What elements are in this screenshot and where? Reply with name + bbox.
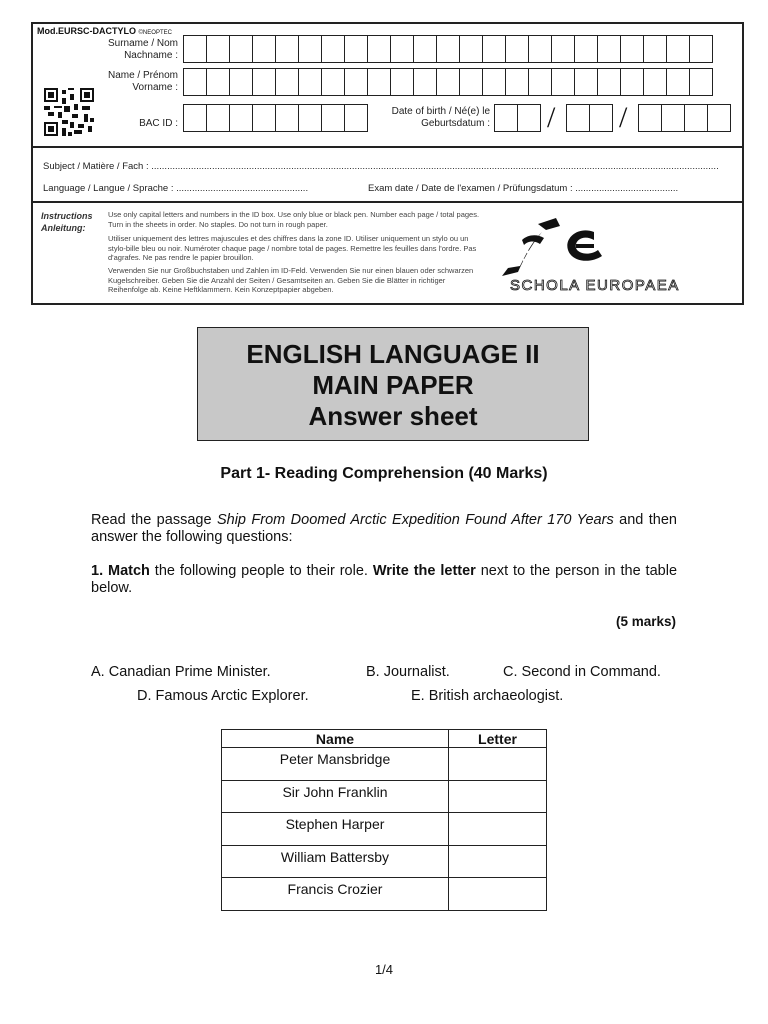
title-line-2: MAIN PAPER	[312, 370, 474, 400]
character-box[interactable]	[367, 68, 391, 96]
person-name: Francis Crozier	[222, 878, 449, 911]
divider	[31, 146, 744, 148]
character-box[interactable]	[638, 104, 662, 132]
character-box[interactable]	[689, 68, 713, 96]
dob-month-boxes[interactable]	[566, 104, 612, 132]
letter-answer-cell[interactable]	[449, 780, 547, 813]
table-row	[222, 845, 547, 878]
character-box[interactable]	[183, 35, 207, 63]
character-box[interactable]	[390, 68, 414, 96]
option-d: D. Famous Arctic Explorer.	[137, 688, 309, 704]
person-name: Sir John Franklin	[222, 780, 449, 813]
table-row	[222, 748, 547, 781]
character-box[interactable]	[643, 68, 667, 96]
character-box[interactable]	[252, 104, 276, 132]
character-box[interactable]	[206, 35, 230, 63]
letter-answer-cell[interactable]	[449, 845, 547, 878]
marks-label: (5 marks)	[615, 614, 676, 629]
character-box[interactable]	[528, 68, 552, 96]
character-box[interactable]	[275, 104, 299, 132]
option-e: E. British archaeologist.	[411, 688, 564, 704]
character-box[interactable]	[517, 104, 541, 132]
letter-answer-cell[interactable]	[449, 878, 547, 911]
character-box[interactable]	[505, 68, 529, 96]
bac-id-boxes[interactable]	[183, 104, 367, 132]
character-box[interactable]	[183, 104, 207, 132]
character-box[interactable]	[459, 35, 483, 63]
character-box[interactable]	[206, 68, 230, 96]
character-box[interactable]	[183, 68, 207, 96]
column-header-letter: Letter	[449, 730, 547, 748]
character-box[interactable]	[298, 68, 322, 96]
table-row	[222, 813, 547, 846]
form-model-code: Mod.EURSC-DACTYLO ©NEOPTEC	[37, 26, 172, 36]
character-box[interactable]	[252, 35, 276, 63]
character-box[interactable]	[528, 35, 552, 63]
character-box[interactable]	[482, 68, 506, 96]
page-number: 1/4	[374, 962, 394, 977]
character-box[interactable]	[574, 68, 598, 96]
character-box[interactable]	[707, 104, 731, 132]
date-separator: /	[547, 101, 556, 134]
title-line-1: ENGLISH LANGUAGE II	[246, 339, 540, 369]
column-header-name: Name	[222, 730, 449, 748]
character-box[interactable]	[551, 68, 575, 96]
letter-answer-cell[interactable]	[449, 813, 547, 846]
character-box[interactable]	[298, 35, 322, 63]
character-box[interactable]	[229, 104, 253, 132]
character-box[interactable]	[229, 68, 253, 96]
question-1: 1. Match the following people to their role. Write the letter next to the person in the table below.	[91, 563, 678, 596]
firstname-label: Name / Prénom Vorname :	[107, 70, 178, 93]
character-box[interactable]	[566, 104, 590, 132]
divider	[31, 201, 744, 203]
character-box[interactable]	[597, 35, 621, 63]
firstname-boxes[interactable]	[183, 68, 712, 96]
person-name: William Battersby	[222, 845, 449, 878]
character-box[interactable]	[661, 104, 685, 132]
character-box[interactable]	[344, 35, 368, 63]
character-box[interactable]	[643, 35, 667, 63]
bac-id-label: BAC ID :	[139, 118, 178, 129]
surname-boxes[interactable]	[183, 35, 712, 63]
logo-text: SCHOLA EUROPAEA	[510, 277, 680, 294]
character-box[interactable]	[344, 68, 368, 96]
character-box[interactable]	[494, 104, 518, 132]
instructions-heading: Instructions Anleitung:	[41, 211, 93, 233]
schola-europaea-logo	[498, 214, 724, 296]
character-box[interactable]	[298, 104, 322, 132]
character-box[interactable]	[413, 68, 437, 96]
character-box[interactable]	[482, 35, 506, 63]
character-box[interactable]	[589, 104, 613, 132]
character-box[interactable]	[505, 35, 529, 63]
character-box[interactable]	[597, 68, 621, 96]
character-box[interactable]	[367, 35, 391, 63]
matching-table	[221, 729, 547, 911]
character-box[interactable]	[229, 35, 253, 63]
instructions-de: Verwenden Sie nur Großbuchstaben und Zahlen im ID-Feld. Verwenden Sie nur einen blauen oder schwarzen Kugelschreiber. Geben Sie die Anzahl der Seiten / Gesamtseiten an. Geben Sie die Blätter in richtiger Reihenfolge ab. Keine Heftklammern. Kein Konzeptpapier abgeben.	[108, 266, 474, 294]
letter-answer-cell[interactable]	[449, 748, 547, 781]
character-box[interactable]	[321, 35, 345, 63]
person-name: Stephen Harper	[222, 813, 449, 846]
character-box[interactable]	[390, 35, 414, 63]
character-box[interactable]	[684, 104, 708, 132]
character-box[interactable]	[620, 68, 644, 96]
paper-title-box	[197, 327, 589, 441]
character-box[interactable]	[321, 104, 345, 132]
character-box[interactable]	[344, 104, 368, 132]
dob-label: Date of birth / Né(e) le Geburtsdatum :	[391, 106, 490, 129]
person-name: Peter Mansbridge	[222, 748, 449, 781]
character-box[interactable]	[620, 35, 644, 63]
qr-code-icon	[44, 88, 94, 136]
date-separator: /	[619, 101, 628, 134]
exam-date-field[interactable]: Exam date / Date de l'examen / Prüfungsdatum : .......................................	[368, 183, 679, 194]
character-box[interactable]	[459, 68, 483, 96]
option-c: C. Second in Command.	[503, 664, 661, 680]
character-box[interactable]	[413, 35, 437, 63]
option-a: A. Canadian Prime Minister.	[91, 664, 271, 680]
title-line-3: Answer sheet	[308, 401, 478, 431]
part-heading: Part 1- Reading Comprehension (40 Marks)	[220, 465, 548, 482]
language-field[interactable]: Language / Langue / Sprache : ..................................................	[43, 183, 309, 194]
table-row	[222, 878, 547, 911]
table-row	[222, 780, 547, 813]
surname-label: Surname / Nom Nachname :	[107, 38, 178, 61]
instructions-en: Use only capital letters and numbers in the ID box. Use only blue or black pen. Number each page / total pages. Turn in the sheets in order. No staples. Do not turn in rough paper.	[108, 210, 480, 229]
character-box[interactable]	[574, 35, 598, 63]
character-box[interactable]	[666, 35, 690, 63]
character-box[interactable]	[206, 104, 230, 132]
instructions-fr: Utiliser uniquement des lettres majuscules et des chiffres dans la zone ID. Utiliser uniquement un stylo ou un stylo-bille bleu ou noir. Numéroter chaque page / nombre total de pages. Remettre les feuilles dans l'ordre. Pas d'agrafes. Ne pas rendre le papier brouillon.	[108, 234, 477, 262]
character-box[interactable]	[436, 68, 460, 96]
dob-day-boxes[interactable]	[494, 104, 540, 132]
character-box[interactable]	[551, 35, 575, 63]
dob-year-boxes[interactable]	[638, 104, 730, 132]
character-box[interactable]	[689, 35, 713, 63]
character-box[interactable]	[275, 35, 299, 63]
character-box[interactable]	[666, 68, 690, 96]
character-box[interactable]	[321, 68, 345, 96]
option-b: B. Journalist.	[366, 664, 450, 680]
subject-field[interactable]: Subject / Matière / Fach : .......................................................................................................................................................................................................................	[43, 161, 719, 172]
intro-paragraph: Read the passage Ship From Doomed Arctic Expedition Found After 170 Years and then answer the following questions:	[91, 512, 677, 545]
character-box[interactable]	[436, 35, 460, 63]
character-box[interactable]	[252, 68, 276, 96]
character-box[interactable]	[275, 68, 299, 96]
